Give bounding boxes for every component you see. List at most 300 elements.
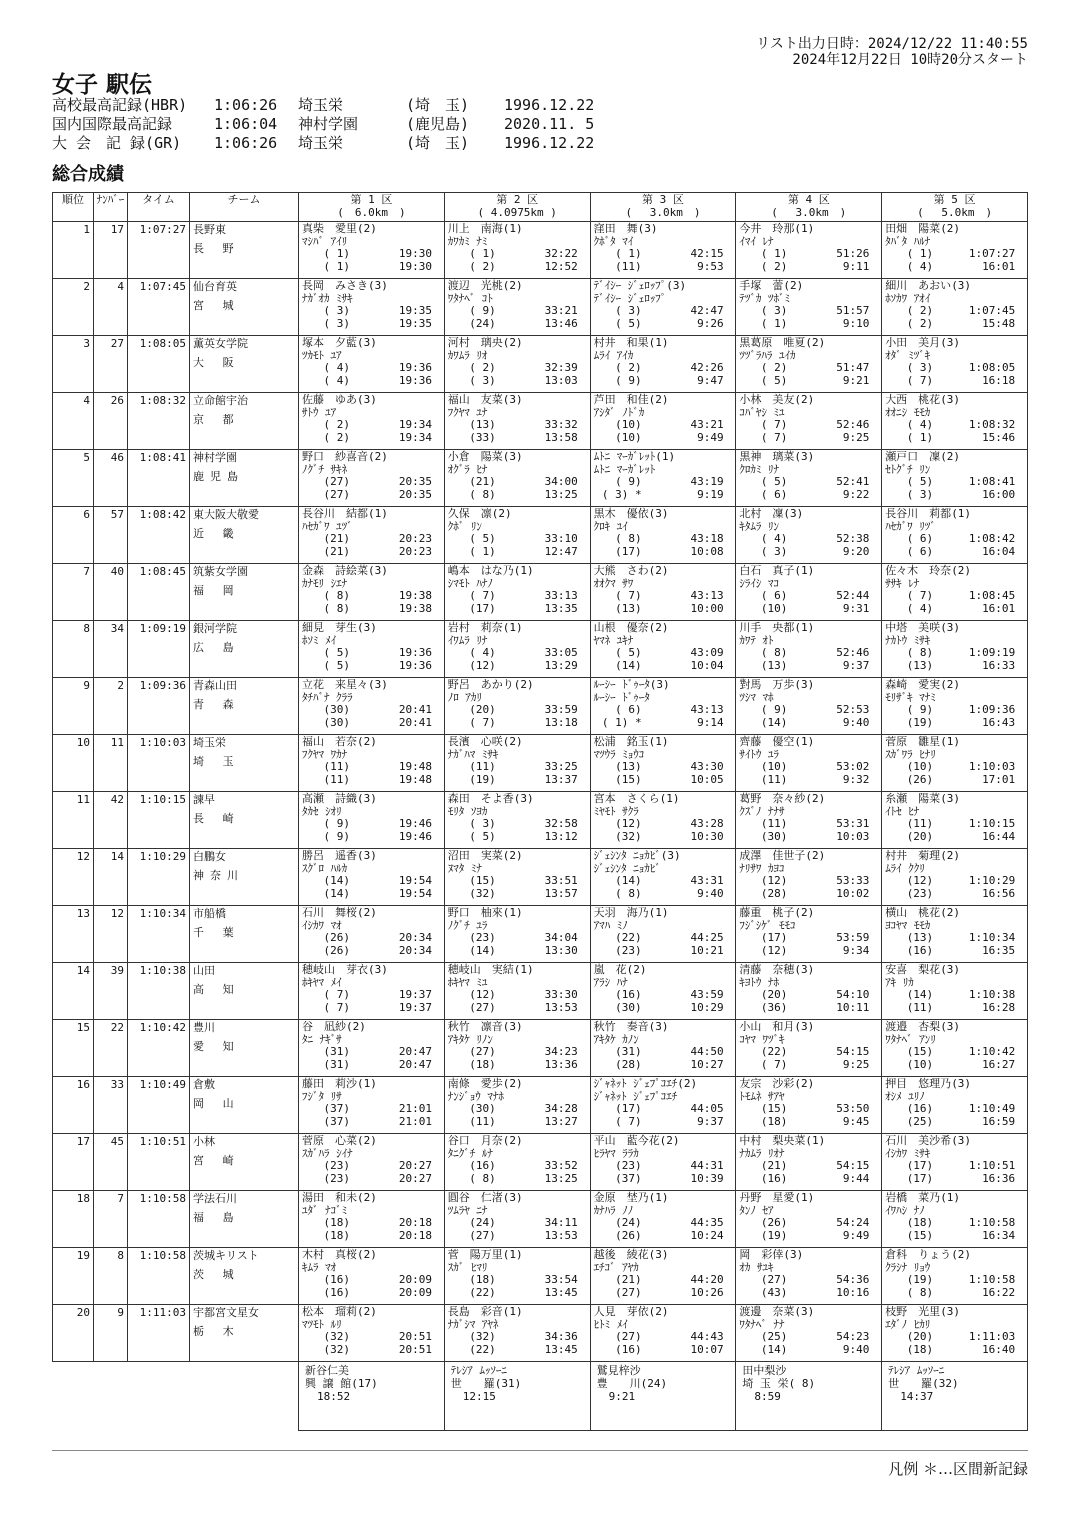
section-line xyxy=(594,717,736,730)
rank-cell: 14 xyxy=(53,963,94,1020)
leg-entry xyxy=(445,222,590,273)
runner-name-line xyxy=(739,1021,881,1034)
time-cell: 1:10:58 xyxy=(128,1248,190,1305)
leg-cell xyxy=(882,564,1028,621)
cumulative-time: 20:41 xyxy=(398,703,432,717)
runner-name-line xyxy=(885,508,1027,521)
record-label: 高校最高記録(HBR) xyxy=(52,96,188,114)
cumulative-time: 1:07:45 xyxy=(968,304,1016,318)
runner-name: 金森 詩絵菜 xyxy=(302,564,368,577)
runner-grade: (2) xyxy=(805,336,826,349)
cumulative-line xyxy=(302,476,444,489)
cumulative-time: 1:08:32 xyxy=(968,418,1016,432)
section-time: 9:31 xyxy=(842,601,870,615)
cumulative-rank: ( 9) xyxy=(760,703,788,717)
runner-name: 渡邉 杏梨 xyxy=(885,1020,941,1033)
runner-name-line xyxy=(885,736,1027,749)
leg-cell xyxy=(590,1191,736,1248)
section-line xyxy=(739,603,881,616)
cumulative-time: 1:10:58 xyxy=(968,1216,1016,1230)
runner-name: 野口 柚來 xyxy=(447,906,503,919)
time-cell: 1:07:27 xyxy=(128,222,190,279)
leg-cell xyxy=(299,792,445,849)
runner-grade: (3) xyxy=(357,393,377,406)
team-name: 宇都宮文星女 xyxy=(193,1306,259,1319)
leg-entry xyxy=(882,450,1027,501)
header-leg-1: 第 1 区 ( 6.0km ) xyxy=(299,193,445,222)
section-time: 9:25 xyxy=(842,430,870,444)
section-best-name: 新谷仁美 xyxy=(305,1364,349,1377)
record-date: 2020.11. 5 xyxy=(504,115,595,133)
record-label: 国内国際最高記録 xyxy=(52,115,173,133)
record-pref: (埼 玉) xyxy=(406,96,470,114)
team-name: 神村学園 xyxy=(193,451,237,464)
section-rank: ( 8) xyxy=(906,1285,934,1299)
section-time: 13:37 xyxy=(544,772,578,786)
record-school: 埼玉栄 xyxy=(298,96,344,114)
runner-name: 野口 紗喜音 xyxy=(302,450,368,463)
section-line xyxy=(885,1344,1027,1357)
runner-name-line xyxy=(594,622,736,635)
section-line xyxy=(302,774,444,787)
time-cell: 1:10:34 xyxy=(128,906,190,963)
section-time: 10:03 xyxy=(836,829,870,843)
leg-cell xyxy=(299,1191,445,1248)
rank-cell: 16 xyxy=(53,1077,94,1134)
cumulative-time: 33:59 xyxy=(544,703,578,717)
runner-grade: (3) xyxy=(368,564,388,577)
runner-name: 北村 凜 xyxy=(739,507,784,520)
cumulative-line xyxy=(594,590,736,603)
cumulative-rank: ( 9) xyxy=(469,304,496,318)
cumulative-rank: (26) xyxy=(760,1216,788,1230)
runner-grade: (3) xyxy=(502,393,523,406)
number-cell: 57 xyxy=(94,507,128,564)
cumulative-rank: (17) xyxy=(906,1159,934,1173)
record-time: 1:06:04 xyxy=(214,115,278,133)
section-line xyxy=(448,717,590,730)
section-rank: ( 3) xyxy=(906,487,934,501)
leg-cell xyxy=(444,963,590,1020)
section-rank: (30) xyxy=(615,1000,642,1014)
cumulative-line xyxy=(594,362,736,375)
number-cell: 12 xyxy=(94,906,128,963)
cumulative-line xyxy=(885,533,1027,546)
leg-cell xyxy=(299,336,445,393)
cumulative-time: 19:48 xyxy=(398,760,432,774)
section-time: 9:25 xyxy=(842,1057,870,1071)
cumulative-line xyxy=(302,818,444,831)
cumulative-time: 19:46 xyxy=(398,817,432,831)
runner-name-line xyxy=(302,622,444,635)
section-rank: (19) xyxy=(906,715,934,729)
leg-entry xyxy=(299,279,444,330)
cumulative-line xyxy=(594,989,736,1002)
runner-name: 小倉 陽菜 xyxy=(447,450,503,463)
cumulative-line xyxy=(448,305,590,318)
runner-name: 長岡 みさき xyxy=(302,279,368,292)
leg-cell xyxy=(444,906,590,963)
cumulative-line xyxy=(739,1046,881,1059)
cumulative-line xyxy=(885,1217,1027,1230)
leg-entry xyxy=(736,336,881,387)
cumulative-line xyxy=(739,932,881,945)
runner-name-line xyxy=(302,679,444,692)
section-time: 16:22 xyxy=(982,1285,1016,1299)
section-rank: ( 5) xyxy=(760,373,788,387)
leg-cell xyxy=(736,1305,882,1362)
cumulative-time: 43:31 xyxy=(690,874,724,888)
table-row xyxy=(53,1134,1028,1191)
team-prefecture: 長 崎 xyxy=(193,812,240,825)
runner-name-line xyxy=(739,964,881,977)
leg-entry xyxy=(736,1248,881,1299)
runner-name: 菅原 心菜 xyxy=(302,1134,357,1147)
cumulative-time: 43:18 xyxy=(690,532,724,546)
leg-cell xyxy=(444,1134,590,1191)
runner-name: 芦田 和佳 xyxy=(593,393,649,406)
cumulative-line xyxy=(302,989,444,1002)
section-rank: ( 4) xyxy=(323,373,350,387)
cumulative-line xyxy=(885,1046,1027,1059)
section-line xyxy=(885,774,1027,787)
cumulative-time: 1:07:27 xyxy=(968,247,1016,261)
rank-cell: 17 xyxy=(53,1134,94,1191)
runner-kana: ｴﾀﾞﾉ ﾋｶﾘ xyxy=(885,1317,931,1331)
cumulative-time: 51:47 xyxy=(836,361,870,375)
leg-entry xyxy=(299,678,444,729)
runner-grade: (2) xyxy=(648,564,669,577)
runner-name-line xyxy=(302,565,444,578)
runner-grade: (1) xyxy=(502,621,523,634)
section-rank: (16) xyxy=(906,943,934,957)
cumulative-line xyxy=(594,1046,736,1059)
leg-entry xyxy=(882,279,1027,330)
runner-grade: (1) xyxy=(655,450,676,463)
section-time: 13:25 xyxy=(544,1171,578,1185)
cumulative-time: 34:23 xyxy=(544,1045,578,1059)
leg-cell xyxy=(444,1077,590,1134)
cumulative-rank: ( 2) xyxy=(469,361,496,375)
cumulative-rank: ( 5) xyxy=(615,646,642,660)
leg-cell xyxy=(590,222,736,279)
section-time: 9:47 xyxy=(697,373,724,387)
runner-name: 松浦 銘玉 xyxy=(593,735,649,748)
cumulative-rank: (13) xyxy=(615,760,642,774)
number-cell: 17 xyxy=(94,222,128,279)
cumulative-rank: ( 6) xyxy=(760,589,788,603)
runner-kana: ﾙｰｼｰ ﾄﾞｩｰﾀ xyxy=(593,690,650,704)
cumulative-rank: ( 3) xyxy=(760,304,788,318)
section-time: 13:57 xyxy=(544,886,578,900)
leg-entry xyxy=(591,963,736,1014)
runner-kana: ﾕﾀﾞ ﾅｺﾞﾐ xyxy=(302,1203,348,1217)
rank-cell: 15 xyxy=(53,1020,94,1077)
section-line xyxy=(448,1287,590,1300)
leg-entry xyxy=(591,621,736,672)
runner-name: 石川 美沙希 xyxy=(885,1134,952,1147)
runner-grade: (2) xyxy=(940,450,961,463)
leg-cell xyxy=(299,906,445,963)
runner-grade: (1) xyxy=(357,1077,377,1090)
cumulative-line xyxy=(302,1160,444,1173)
cumulative-rank: (16) xyxy=(469,1159,496,1173)
cumulative-line xyxy=(448,1217,590,1230)
record-label: 大 会 記 録(GR) xyxy=(52,134,182,152)
table-row xyxy=(53,222,1028,279)
team-name: 豊川 xyxy=(193,1021,215,1034)
leg-entry xyxy=(882,906,1027,957)
number-cell: 8 xyxy=(94,1248,128,1305)
leg-entry xyxy=(299,507,444,558)
runner-grade: (1) xyxy=(940,735,961,748)
cumulative-line xyxy=(885,761,1027,774)
section-line xyxy=(739,945,881,958)
team-name: 立命館宇治 xyxy=(193,394,248,407)
section-subtitle: 総合成績 xyxy=(52,164,124,185)
section-time: 19:35 xyxy=(398,316,432,330)
section-line xyxy=(885,717,1027,730)
leg-cell xyxy=(444,678,590,735)
runner-grade: (3) xyxy=(513,792,534,805)
cumulative-line xyxy=(885,704,1027,717)
runner-name: 平山 藍今花 xyxy=(593,1134,660,1147)
cumulative-line xyxy=(594,932,736,945)
section-time: 9:32 xyxy=(842,772,870,786)
runner-kana: ｼﾗｲｼ ﾏｺ xyxy=(739,576,780,590)
leg-cell xyxy=(882,621,1028,678)
runner-kana: ﾀﾊﾞﾀ ﾊﾙﾅ xyxy=(885,234,931,248)
runner-grade: (3) xyxy=(940,963,961,976)
leg-cell xyxy=(299,1305,445,1362)
section-line xyxy=(302,1059,444,1072)
cumulative-time: 19:30 xyxy=(398,247,432,261)
section-rank: (15) xyxy=(615,772,642,786)
section-rank: ( 4) xyxy=(906,259,934,273)
cumulative-line xyxy=(302,1274,444,1287)
runner-grade: (1) xyxy=(502,906,523,919)
runner-grade: (3) xyxy=(794,963,815,976)
team-cell xyxy=(190,222,299,279)
section-rank: (33) xyxy=(469,430,496,444)
leg-entry xyxy=(736,1305,881,1356)
section-line xyxy=(594,603,736,616)
section-time: 20:34 xyxy=(398,943,432,957)
section-line xyxy=(302,603,444,616)
cumulative-time: 1:10:29 xyxy=(968,874,1016,888)
runner-name-line xyxy=(885,1021,1027,1034)
section-rank: ( 2) xyxy=(906,316,934,330)
section-line xyxy=(885,546,1027,559)
runner-grade: (1) xyxy=(502,222,523,235)
cumulative-time: 44:43 xyxy=(690,1330,724,1344)
leg-cell xyxy=(882,1077,1028,1134)
section-line xyxy=(448,1116,590,1129)
cumulative-time: 20:09 xyxy=(398,1273,432,1287)
section-rank: (27) xyxy=(469,1000,496,1014)
section-line xyxy=(448,1002,590,1015)
section-best-cell xyxy=(590,1362,736,1431)
section-best-name: 田中梨沙 xyxy=(742,1364,787,1377)
cumulative-rank: ( 1) xyxy=(323,247,350,261)
section-line xyxy=(302,1287,444,1300)
runner-name: 今井 玲那 xyxy=(739,222,795,235)
cumulative-rank: ( 6) xyxy=(615,703,642,717)
section-time: 19:46 xyxy=(398,829,432,843)
cumulative-time: 53:50 xyxy=(836,1102,870,1116)
section-rank: (17) xyxy=(615,544,642,558)
cumulative-rank: (10) xyxy=(760,760,788,774)
leg-entry xyxy=(736,393,881,444)
table-row xyxy=(53,963,1028,1020)
leg-entry xyxy=(736,564,881,615)
runner-name-line xyxy=(594,394,736,407)
leg-entry xyxy=(591,507,736,558)
runner-name: 村井 菊理 xyxy=(885,849,941,862)
runner-grade: (3) xyxy=(637,222,658,235)
runner-grade: (2) xyxy=(357,1191,377,1204)
cumulative-time: 1:10:03 xyxy=(968,760,1016,774)
runner-name: 押目 悠理乃 xyxy=(885,1077,952,1090)
leg-entry xyxy=(591,336,736,387)
runner-name-line xyxy=(739,565,881,578)
section-time: 15:46 xyxy=(982,430,1016,444)
runner-name-line xyxy=(448,907,590,920)
rank-cell: 1 xyxy=(53,222,94,279)
list-datetime: リスト出力日時：2024/12/22 11:40:55 xyxy=(756,36,1028,52)
section-rank: (11) xyxy=(469,1114,496,1128)
leg-cell xyxy=(882,222,1028,279)
runner-name: 木村 真桜 xyxy=(302,1248,357,1261)
team-cell xyxy=(190,1077,299,1134)
cumulative-rank: (20) xyxy=(469,703,496,717)
table-row xyxy=(53,849,1028,906)
leg-entry xyxy=(736,735,881,786)
table-row xyxy=(53,393,1028,450)
leg-entry xyxy=(882,336,1027,387)
section-line xyxy=(885,1116,1027,1129)
section-rank: ( 9) xyxy=(323,829,350,843)
section-line xyxy=(594,945,736,958)
runner-kana: ｱｼﾀﾞ ﾉﾄﾞｶ xyxy=(593,405,645,419)
leg-cell xyxy=(444,1248,590,1305)
cumulative-rank: (18) xyxy=(469,1273,496,1287)
leg-entry xyxy=(736,906,881,957)
cumulative-time: 1:09:36 xyxy=(968,703,1016,717)
section-time: 9:20 xyxy=(842,544,870,558)
runner-grade: (2) xyxy=(502,735,523,748)
section-time: 9:49 xyxy=(842,1228,870,1242)
leg-cell xyxy=(736,792,882,849)
section-line xyxy=(594,432,736,445)
runner-kana: ｴﾁｺﾞ ｱﾔｶ xyxy=(593,1260,639,1274)
cumulative-time: 52:38 xyxy=(836,532,870,546)
team-name: 倉敷 xyxy=(193,1078,215,1091)
section-line xyxy=(739,489,881,502)
runner-name: 嶋本 はな乃 xyxy=(447,564,514,577)
leg-entry xyxy=(299,1020,444,1071)
table-row xyxy=(53,1191,1028,1248)
runner-kana: ｸﾗｼﾅ ﾘｮｳ xyxy=(885,1260,931,1274)
cumulative-rank: ( 3) xyxy=(615,304,642,318)
cumulative-rank: ( 7) xyxy=(323,988,350,1002)
runner-name-line xyxy=(885,1135,1027,1148)
section-time: 9:26 xyxy=(697,316,724,330)
runner-name-line xyxy=(739,394,881,407)
runner-name: 松本 瑠莉 xyxy=(302,1305,357,1318)
runner-name-line xyxy=(448,964,590,977)
cumulative-rank: ( 4) xyxy=(906,418,934,432)
team-name: 小林 xyxy=(193,1135,215,1148)
number-cell: 14 xyxy=(94,849,128,906)
section-line xyxy=(302,831,444,844)
leg-cell xyxy=(736,1191,882,1248)
section-time: 20:51 xyxy=(398,1342,432,1356)
section-best-entry xyxy=(445,1362,590,1403)
cumulative-rank: ( 4) xyxy=(323,361,350,375)
runner-kana: ﾎｷﾔﾏ ﾐﾕ xyxy=(447,975,488,989)
runner-name: 沼田 実菜 xyxy=(447,849,503,862)
rank-cell: 18 xyxy=(53,1191,94,1248)
runner-grade: (2) xyxy=(805,792,826,805)
section-best-team: 興 譲 館(17) xyxy=(305,1377,378,1390)
team-cell xyxy=(190,735,299,792)
runner-kana: ﾎｷﾔﾏ ﾒｲ xyxy=(302,975,342,989)
cumulative-line xyxy=(302,419,444,432)
cumulative-time: 43:28 xyxy=(690,817,724,831)
runner-name: 長谷川 莉都 xyxy=(885,507,952,520)
section-time: 10:21 xyxy=(690,943,724,957)
leg-entry xyxy=(882,849,1027,900)
section-rank: (12) xyxy=(760,943,788,957)
team-name: 山田 xyxy=(193,964,215,977)
section-line xyxy=(885,603,1027,616)
leg-entry xyxy=(882,222,1027,273)
cumulative-line xyxy=(739,1103,881,1116)
runner-grade: (1) xyxy=(794,735,815,748)
runner-name: 佐藤 ゆあ xyxy=(302,393,357,406)
runner-grade: (1) xyxy=(794,621,815,634)
section-best-cell xyxy=(444,1362,590,1431)
runner-kana: ｵﾀﾞ ﾐﾂﾞｷ xyxy=(885,348,931,362)
cumulative-rank: (25) xyxy=(760,1330,788,1344)
section-best-team: 埼 玉 栄( 8) xyxy=(742,1377,816,1390)
record-date: 1996.12.22 xyxy=(504,96,595,114)
leg-entry xyxy=(299,792,444,843)
section-rank: (11) xyxy=(323,772,350,786)
runner-grade: (3) xyxy=(502,1020,523,1033)
cumulative-rank: ( 9) xyxy=(615,475,642,489)
cumulative-time: 19:34 xyxy=(398,418,432,432)
cumulative-time: 1:11:03 xyxy=(968,1330,1016,1344)
runner-kana: ﾌｸﾔﾏ ﾜｶﾅ xyxy=(302,747,348,761)
leg-cell xyxy=(736,279,882,336)
runner-grade: (1) xyxy=(951,507,972,520)
section-line xyxy=(594,1173,736,1186)
time-cell: 1:10:58 xyxy=(128,1191,190,1248)
cumulative-rank: (23) xyxy=(323,1159,350,1173)
runner-kana: ﾇﾏﾀ ﾐﾅ xyxy=(447,861,482,875)
cumulative-rank: (30) xyxy=(469,1102,496,1116)
runner-kana: ｱﾗｼ ﾊﾅ xyxy=(593,975,628,989)
runner-kana: ﾉﾛ ｱｶﾘ xyxy=(447,690,482,704)
cumulative-line xyxy=(594,476,736,489)
runner-name: 福山 友菜 xyxy=(447,393,503,406)
leg-cell xyxy=(736,678,882,735)
cumulative-time: 51:26 xyxy=(836,247,870,261)
section-line xyxy=(448,1059,590,1072)
section-best-time: 18:52 xyxy=(317,1390,351,1403)
